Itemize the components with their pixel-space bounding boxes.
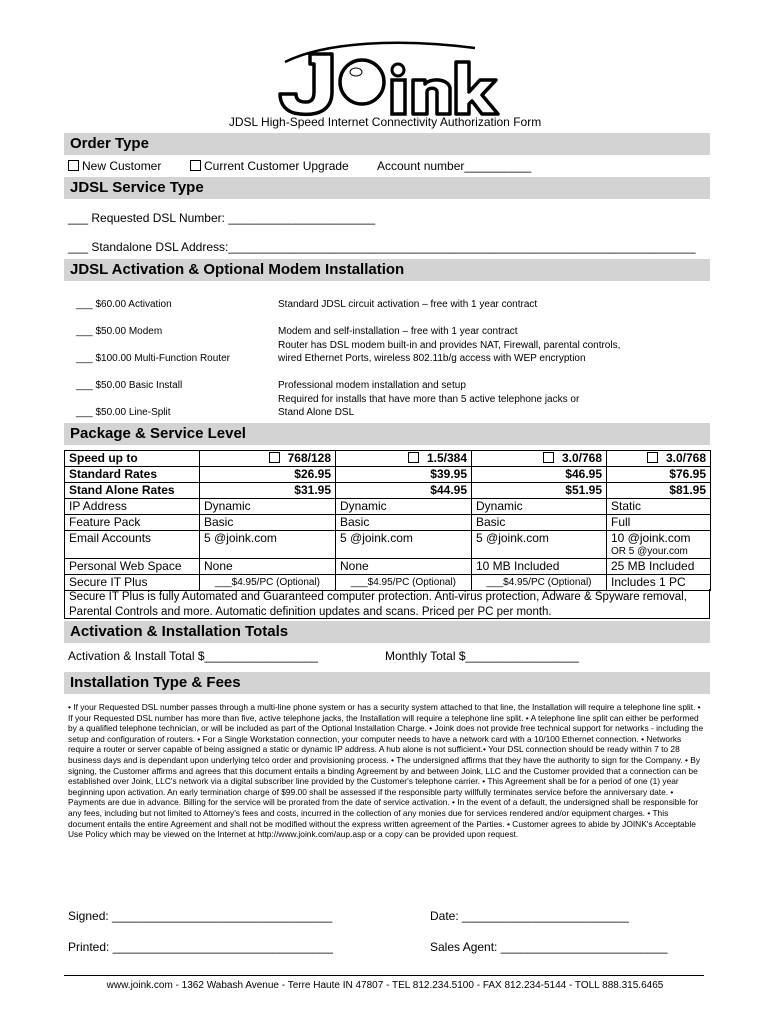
plan-cell: Dynamic (336, 499, 472, 515)
package-table (64, 450, 711, 591)
new-customer-label: New Customer (82, 159, 162, 173)
footer-contact: www.joink.com - 1362 Wabash Avenue - Terre Haute IN 47807 - TEL 812.234.5100 - FAX 812.234-5144 - TOLL 888.315.6465 (106, 980, 664, 991)
line-split-description: Stand Alone DSL (278, 407, 355, 418)
plan-checkbox[interactable] (647, 452, 658, 463)
standard-rates-row (65, 467, 711, 483)
basic-install-option[interactable]: ___ $50.00 Basic Install (76, 380, 183, 391)
installation-heading: Installation Type & Fees (64, 672, 710, 694)
row-label: Standard Rates (65, 467, 200, 483)
activation-description: Standard JDSL circuit activation – free with 1 year contract (278, 299, 538, 310)
account-number-field[interactable]: Account number__________ (377, 159, 532, 173)
secure-it-option[interactable]: ___$4.95/PC (Optional) (200, 575, 336, 591)
plan-cell: 5 @joink.com (200, 531, 336, 547)
plan-cell: Dynamic (472, 499, 607, 515)
signed-field[interactable]: Signed: _________________________________ (68, 909, 333, 923)
row-label: Feature Pack (65, 515, 200, 531)
current-customer-label: Current Customer Upgrade (204, 159, 349, 173)
plan-cell: 10 @joink.com (607, 531, 711, 547)
plan-cell: $51.95 (472, 483, 607, 499)
plan-cell: $44.95 (336, 483, 472, 499)
plan-cell: 5 @joink.com (336, 531, 472, 547)
plan-cell: $39.95 (336, 467, 472, 483)
plan-cell: Includes 1 PC (607, 575, 711, 591)
basic-install-requirement: Required for installs that have more than 5 active telephone jacks or (278, 394, 580, 405)
activation-heading: JDSL Activation & Optional Modem Installation (64, 259, 710, 281)
plan-speed[interactable]: 768/128 (200, 451, 336, 467)
plan-speed[interactable]: 3.0/768 (607, 451, 711, 467)
plan-checkbox[interactable] (269, 452, 280, 463)
email-accounts-row (65, 531, 711, 547)
plan-cell: Basic (336, 515, 472, 531)
row-label: IP Address (65, 499, 200, 515)
plan-cell: 25 MB Included (607, 559, 711, 575)
row-label: Stand Alone Rates (65, 483, 200, 499)
line-split-option[interactable]: ___ $50.00 Line-Split (76, 407, 171, 418)
requested-dsl-number-field[interactable]: ___ Requested DSL Number: ______________________ (68, 211, 376, 225)
plan-cell: $76.95 (607, 467, 711, 483)
joink-logo (270, 40, 500, 120)
feature-pack-row (65, 515, 711, 531)
secure-it-note: Secure IT Plus is fully Automated and Guaranteed computer protection. Anti-virus protection, Adware & Spyware removal, Parental Controls and more. Automatic definition updates and scans. Priced per PC per month. (64, 589, 710, 619)
plan-cell: Basic (200, 515, 336, 531)
sales-agent-field[interactable]: Sales Agent: _________________________ (430, 940, 668, 954)
plan-cell: $31.95 (200, 483, 336, 499)
plan-checkbox[interactable] (408, 452, 419, 463)
plan-cell: $26.95 (200, 467, 336, 483)
secure-it-option[interactable]: ___$4.95/PC (Optional) (472, 575, 607, 591)
router-description-2: wired Ethernet Ports, wireless 802.11b/g access with WEP encryption (278, 353, 586, 364)
standalone-address-field[interactable]: ___ Standalone DSL Address:______________________________________________________________________ (68, 240, 696, 254)
row-label: Secure IT Plus (65, 575, 200, 591)
activation-total-field[interactable]: Activation & Install Total $_________________ (68, 649, 318, 663)
plan-cell: 10 MB Included (472, 559, 607, 575)
current-customer-option[interactable] (190, 159, 349, 173)
form-title: JDSL High-Speed Internet Connectivity Authorization Form (228, 115, 542, 129)
modem-option[interactable]: ___ $50.00 Modem (76, 326, 163, 337)
router-description: Router has DSL modem built-in and provides NAT, Firewall, parental controls, (278, 340, 621, 351)
plan-cell: Dynamic (200, 499, 336, 515)
plan-checkbox[interactable] (543, 452, 554, 463)
email-accounts-row-2 (65, 546, 711, 559)
installation-terms: • If your Requested DSL number passes through a multi-line phone system or has a security system attached to that line, the Installation will require a telephone line split. • If your Requested DSL number has more than five, active telephone jacks, the Installation will require a telephone line split. • A telephone line split can either be performed by a qualified telephone technician, or will be included as part of the Optional Installation Charge. • Joink does not provide free technical support for networks - including the setup and configuration of routers. • For a Single Workstation connection, your computer needs to have a network card with a 10/100 Ethernet connection. • Networks require a router or server capable of being assigned a static or dynamic IP address. A hub alone is not sufficient.• Your DSL connection should be ready within 7 to 28 business days and is dependant upon underlying telco order and provisioning process. • The undersigned affirms that they have the authority to sign for the Company. • By signing, the Customer affirms and agrees that this document entails a binding Agreement by and between Joink, LLC and the Customer provided that a connection can be established over Joink, LLC's network via a digital subscriber line provided by the Customer's telephone carrier. • This Agreement shall be for a period of one (1) year beginning upon activation. An early termination charge of $99.00 shall be assessed if the responsible party willfully terminates service before the anniversary date. • Payments are due in advance. Billing for the service will be prorated from the date of service activation. • In the event of a default, the undersigned shall be responsible for any fees, including but not limited to Attorney's fees and costs, incurred in the collection of any monies due for services rendered and/or equipment charges. • This document entails the entire Agreement and shall not be modified without the express written agreement of the Parties. • Customer agrees to abide by JOINK's Acceptable Use Policy which may be viewed on the Internet at http://www.joink.com/aup.asp or a copy can be provided upon request. (68, 702, 704, 840)
plan-cell: 5 @joink.com (472, 531, 607, 547)
service-type-heading: JDSL Service Type (64, 177, 710, 199)
new-customer-option[interactable] (68, 159, 161, 173)
new-customer-checkbox[interactable] (68, 160, 79, 171)
current-customer-checkbox[interactable] (190, 160, 201, 171)
router-option[interactable]: ___ $100.00 Multi-Function Router (76, 353, 230, 364)
plan-cell: None (336, 559, 472, 575)
web-space-row (65, 559, 711, 575)
activation-option[interactable]: ___ $60.00 Activation (76, 299, 172, 310)
plan-cell: $46.95 (472, 467, 607, 483)
monthly-total-field[interactable]: Monthly Total $_________________ (385, 649, 579, 663)
printed-field[interactable]: Printed: _________________________________ (68, 940, 333, 954)
plan-cell: None (200, 559, 336, 575)
order-type-heading: Order Type (64, 133, 710, 155)
row-label: Email Accounts (65, 531, 200, 547)
speed-row (65, 451, 711, 467)
package-heading: Package & Service Level (64, 423, 710, 445)
secure-it-option[interactable]: ___$4.95/PC (Optional) (336, 575, 472, 591)
row-label: Speed up to (65, 451, 200, 467)
plan-cell: $81.95 (607, 483, 711, 499)
plan-cell: Static (607, 499, 711, 515)
standalone-rates-row (65, 483, 711, 499)
basic-install-description: Professional modem installation and setup (278, 380, 466, 391)
totals-heading: Activation & Installation Totals (64, 621, 710, 643)
ip-address-row (65, 499, 711, 515)
plan-speed[interactable]: 1.5/384 (336, 451, 472, 467)
footer-divider (64, 975, 704, 976)
modem-description: Modem and self-installation – free with 1 year contract (278, 326, 518, 337)
plan-cell: OR 5 @your.com (607, 546, 711, 559)
plan-cell: Full (607, 515, 711, 531)
plan-cell: Basic (472, 515, 607, 531)
plan-speed[interactable]: 3.0/768 (472, 451, 607, 467)
date-field[interactable]: Date: _________________________ (430, 909, 629, 923)
row-label: Personal Web Space (65, 559, 200, 575)
